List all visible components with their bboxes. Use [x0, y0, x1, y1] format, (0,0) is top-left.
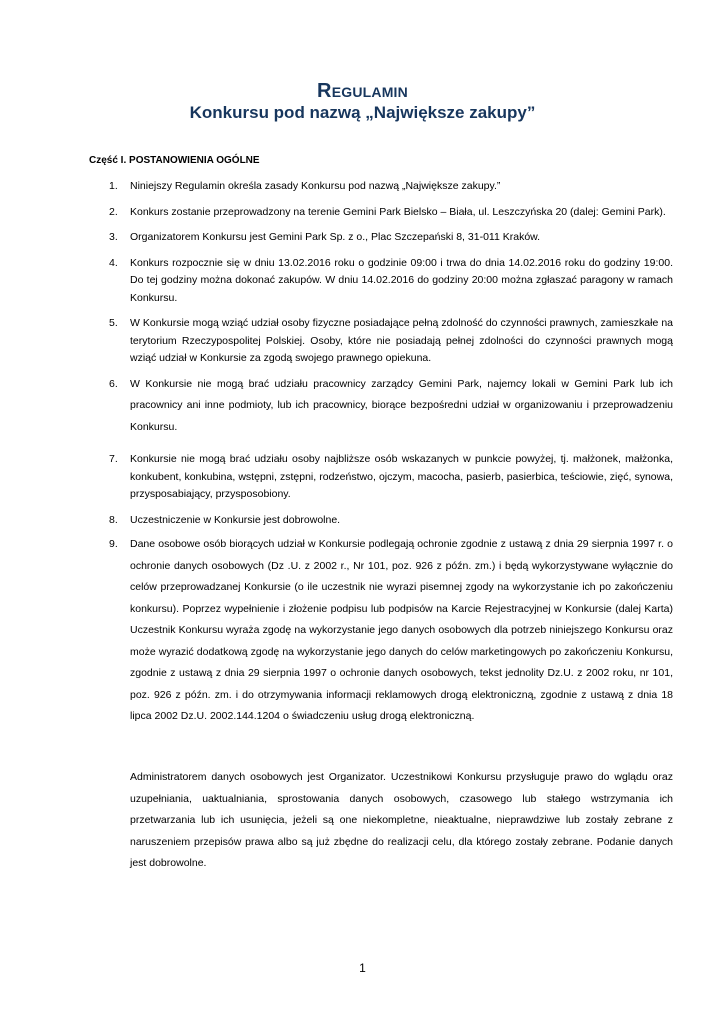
rule-text: Organizatorem Konkursu jest Gemini Park Sp. z o., Plac Szczepański 8, 31-011 Kraków. — [130, 231, 541, 243]
rule-item — [89, 315, 673, 368]
rule-text: Dane osobowe osób biorących udział w Konkursie podlegają ochronie zgodnie z ustawą z dnia 29 sierpnia 1997 r. o ochronie danych osobowych (Dz .U. z 2002 r., Nr 101, poz. 926 z późn. zm.) i będą wykorzystywane wyłącznie do celów przeprowadzanej Konkursie (o ile uczestnik nie wyrazi pisemnej zgody na wykorzystanie ich po zakończeniu konkursu). Poprzez wypełnienie i złożenie podpisu lub podpisów na Karcie Rejestracyjnej w Konkursie (dalej Karta) Uczestnik Konkursu wyraża zgodę na wykorzystanie jego danych osobowych dla potrzeb niniejszego Konkursu oraz może wyrazić dodatkową zgodę na wykorzystanie jego danych do celów marketingowych po zakończeniu Konkursu, zgodnie z ustawą z dnia 29 sierpnia 1997 o ochronie danych osobowych, tekst jednolity Dz.U. z 2002 roku, nr 101, poz. 926 z późn. zm. i do otrzymywania informacji reklamowych drogą elektroniczną, zgodnie z ustawą z dnia 18 lipca 2002 Dz.U. 2002.144.1204 o świadczeniu usług drogą elektroniczną. — [130, 538, 673, 722]
rule-number: 2. — [109, 205, 118, 218]
document-subtitle: Konkursu pod nazwą „Największe zakupy” — [189, 103, 536, 122]
rule-item — [89, 204, 673, 222]
page-number: 1 — [359, 961, 366, 975]
rule-item — [89, 178, 673, 196]
rule-number: 1. — [109, 180, 118, 192]
rule-number: 8. — [109, 513, 118, 526]
rule-number: 5. — [109, 317, 118, 329]
rule-item — [89, 451, 673, 504]
rule-text: Niniejszy Regulamin określa zasady Konkursu pod nazwą „Największe zakupy.” — [130, 180, 501, 192]
rule-item — [89, 229, 673, 247]
section-heading: Część I. POSTANOWIENIA OGÓLNE — [89, 155, 260, 166]
rule-number: 7. — [109, 453, 118, 465]
rule-text: Konkurs rozpocznie się w dniu 13.02.2016 roku o godzinie 09:00 i trwa do dnia 14.02.2016 roku do godziny 19:00. Do tej godziny można dokonać zakupów. W dniu 14.02.2016 do godziny 20:00 można zgłaszać paragony w ramach Konkursu. — [130, 256, 673, 304]
rule-text: Konkurs zostanie przeprowadzony na terenie Gemini Park Bielsko – Biała, ul. Leszczyńska 20 (dalej: Gemini Park). — [130, 205, 666, 218]
rule-item — [89, 534, 673, 728]
data-administrator-paragraph: Administratorem danych osobowych jest Organizator. Uczestnikowi Konkursu przysługuje prawo do wglądu oraz uzupełniania, uaktualniania, sprostowania danych osobowych, czasowego lub stałego wstrzymania ich przetwarzania lub ich usunięcia, jeżeli są one niekompletne, nieaktualne, nieprawdziwe lub zostały zebrane z naruszeniem przepisów prawa albo są już zbędne do realizacji celu, dla którego zostały zebrane. Podanie danych jest dobrowolne. — [130, 771, 673, 869]
rule-text: W Konkursie mogą wziąć udział osoby fizyczne posiadające pełną zdolność do czynności prawnych, zamieszkałe na terytorium Rzeczypospolitej Polskiej. Osoby, które nie posiadają pełnej zdolności do czynności prawnych mogą wziąć udział w Konkursie za zgodą swojego prawnego opiekuna. — [130, 317, 673, 364]
rule-item — [89, 374, 673, 439]
rule-number: 6. — [109, 377, 118, 390]
rule-item — [89, 512, 673, 530]
rule-text: Uczestniczenie w Konkursie jest dobrowolne. — [130, 513, 341, 526]
rule-item — [89, 255, 673, 308]
rule-number: 9. — [109, 538, 118, 550]
rule-text: Konkursie nie mogą brać udziału osoby najbliższe osób wskazanych w punkcie powyżej, tj. małżonek, małżonka, konkubent, konkubina, wstępni, zstępni, rodzeństwo, ojczym, macocha, pasierb, pasierbica, teściowie, zięć, synowa, przysposabiający, przysposobiony. — [130, 453, 673, 500]
rule-number: 4. — [109, 256, 118, 269]
rule-text: W Konkursie nie mogą brać udziału pracownicy zarządcy Gemini Park, najemcy lokali w Gemini Park lub ich pracownicy ani inne podmioty, lub ich pracownicy, biorące bezpośredni udział w organizowaniu i przeprowadzeniu Konkursu. — [130, 377, 673, 433]
rules-list — [89, 178, 673, 728]
rule-number: 3. — [109, 231, 118, 243]
document-title: Regulamin — [317, 80, 408, 102]
